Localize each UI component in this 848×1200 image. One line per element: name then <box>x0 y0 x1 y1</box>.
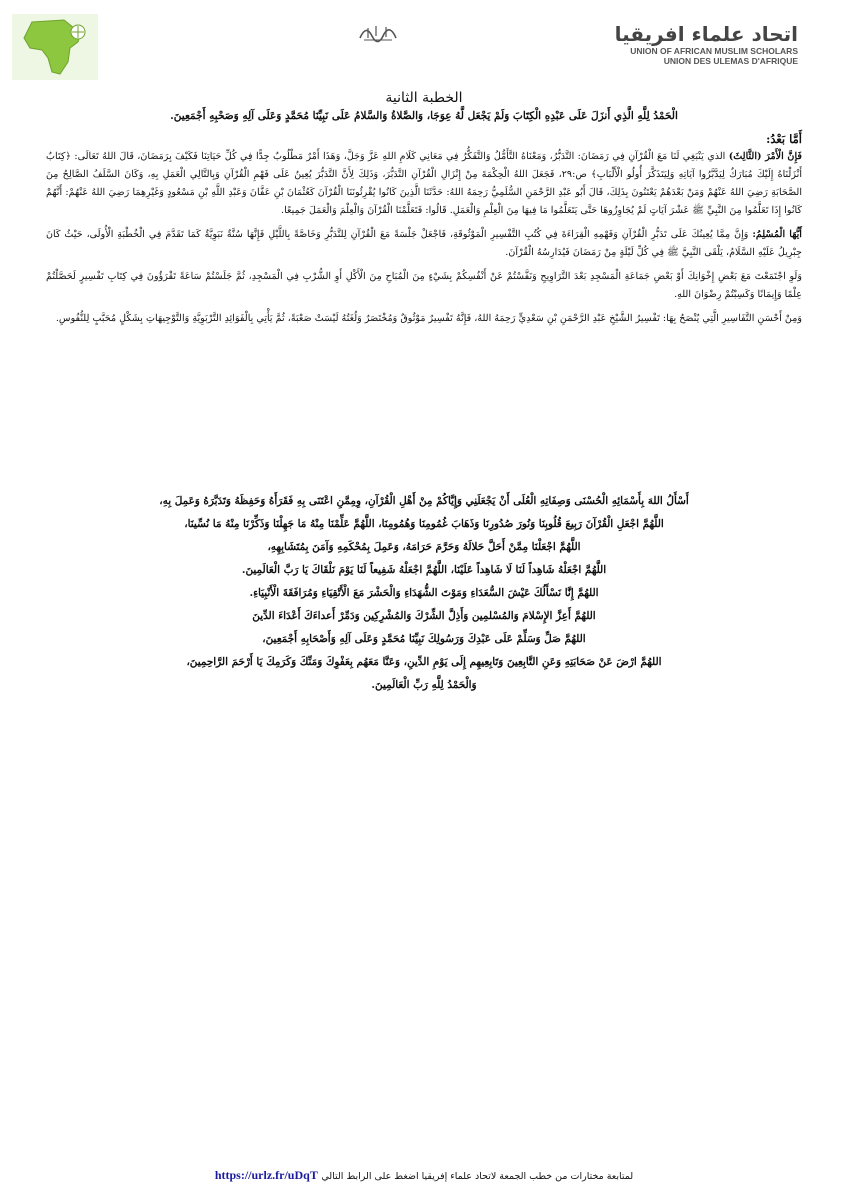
paragraph-text: وَلَوِ اجْتَمَعْتَ مَعَ بَعْضِ إِخْوَانِكَ أَوْ بَعْضِ جَمَاعَةِ الْمَسْجِدِ بَعْدَ التَّرَاوِيحِ وَنَفَّسْتُمْ عَنْ أَنْفُسِكُمْ بِشَيْءٍ مِنَ الْمُبَاحِ مِنَ الْأَكْلِ أَوِ الشُّرْبِ فِي الْمَسْجِدِ، ثُمَّ جَلَسْتُمْ سَاعَةً تَقْرَؤُونَ فِي كِتَابِ تَفْسِيرٍ لَحَصَّلْتُمْ عِلْمًا وَإِيمَانًا وَكَسِبْتُمْ رِضْوَانَ اللهِ. <box>46 271 802 300</box>
page-header <box>0 0 848 82</box>
org-name-arabic: اتحاد علماء افريقيا <box>614 22 798 46</box>
org-name-english: UNION OF AFRICAN MUSLIM SCHOLARS <box>630 46 798 56</box>
dua-line: اللَّهُمَّ اجْعَلِ الْقُرْآنَ رَبِيعَ قُلُوبِنَا وَنُورَ صُدُورِنَا وَذَهَابَ غُمُومِنَا وَهُمُومِنَا، اللَّهُمَّ عَلِّمْنَا مِنْهُ مَا جَهِلْنَا وَذَكِّرْنَا مِنْهُ مَا نُسِّينَا، <box>184 518 664 530</box>
org-name-french: UNION DES ULEMAS D'AFRIQUE <box>663 56 798 66</box>
dua-line: وَالْحَمْدُ لِلَّهِ رَبِّ الْعَالَمِينَ. <box>371 679 477 691</box>
dua-line: اللَّهُمَّ اجْعَلْنَا مِمَّنْ أَحَلَّ حَلالَهُ وَحَرَّمَ حَرَامَهُ، وَعَمِلَ بِمُحْكَمِهِ وَآمَنَ بِمُتَشَابِهِهِ، <box>267 541 581 553</box>
opening-praise: الْحَمْدُ لِلَّهِ الَّذِي أَنزَلَ عَلَى عَبْدِهِ الْكِتَابَ وَلَمْ يَجْعَل لَّهُ عِوَجَا، وَالصَّلاةُ وَالسَّلامُ عَلَى نَبِيِّنَا مُحَمَّدٍ وَعَلَى آلِهِ وَصَحْبِهِ أَجْمَعِينَ. <box>170 110 678 122</box>
footer-text: لمتابعة مختارات من خطب الجمعة لاتحاد علماء إفريقيا اضغط على الرابط التالي <box>321 1171 634 1182</box>
amma-bad-heading: أَمَّا بَعْدُ: <box>766 132 802 146</box>
paragraph <box>46 310 802 328</box>
dua-line: اللهُمَّ إِنَّا نَسْأَلُكَ عَيْشَ السُّعَدَاءِ وَمَوْتَ الشُّهَدَاءِ وَالْحَشْرَ مَعَ الْأَتْقِيَاءِ وَمُرَافَقَةَ الْأَنْبِيَاءِ. <box>249 587 599 599</box>
dua-line: اللَّهُمَّ اجْعَلْهُ شَاهِداً لَنَا لَا شَاهِداً عَلَيْنَا، اللَّهُمَّ اجْعَلْهُ شَفِيعاً لَنَا يَوْمَ نَلْقَاكَ يَا رَبَّ الْعَالَمِينَ. <box>241 564 607 576</box>
page-footer <box>0 1168 848 1183</box>
paragraph-text: وَمِنْ أَحْسَنِ التَّفَاسِيرِ الَّتِي يُنْصَحُ بِهَا: تَفْسِيرُ الشَّيْخِ عَبْدِ الرَّحْمَنِ بْنِ سَعْدِيٍّ رَحِمَهُ اللهُ، فَإِنَّهُ تَفْسِيرٌ مَوْثُوقٌ وَمُخْتَصَرٌ وَلُغَتُهُ لَيْسَتْ صَعْبَةً، ثُمَّ يَأْتِي بِالْفَوَائِدِ التَّرْبَوِيَّةِ وَالتَّوْجِيهَاتِ بِشَكْلٍ مُحَبَّبٍ لِلنُّفُوسِ. <box>55 313 802 324</box>
dua-line: اللهُمَّ أَعِزَّ الإِسْلامَ وَالمُسْلمِين وَأَذِلَّ الشِّرْكَ وَالمُشْرِكِين وَدَمِّرْ أَعداءَكَ أَعْدَاءَ الدِّينَ <box>252 610 596 622</box>
paragraph <box>46 226 802 262</box>
dua-line: اللهُمَّ ارْضَ عَنْ صَحَابَتِهِ وَعَنِ التَّابِعِينَ وَتَابِعِيهِم إِلَى يَوْمِ الدِّينِ، وَعَنَّا مَعَهُم بِعَفْوِكَ وَمَنِّكَ وَكَرَمِكَ يَا أَرْحَمَ الرَّاحِمِينَ، <box>186 656 662 668</box>
africa-map-icon <box>12 14 98 80</box>
sermon-body <box>46 90 802 334</box>
paragraph <box>46 268 802 304</box>
dua-line: اللهُمَّ صَلِّ وَسَلِّمْ عَلَى عَبْدِكَ وَرَسُولِكَ نَبِيِّنَا مُحَمَّدٍ وَعَلَى آلِهِ وَأَصْحَابِهِ أَجْمَعِينَ، <box>262 633 586 645</box>
paragraph-text: وَإِنَّ مِمَّا يُعِينُكَ عَلَى تَدَبُّرِ الْقُرْآنِ وَفَهْمِهِ الْقِرَاءَةَ فِي كُتُبِ التَّفْسِيرِ الْمَوْثُوقَةِ، فَاجْعَلْ جَلْسَةً مَعَ الْقُرْآنِ لِلتَّدَبُّرِ وَخَاصَّةً بِاللَّيْلِ فَإِنَّهَا سُنَّةٌ نَبَوِيَّةٌ كَمَا تَقَدَّمَ فِي الْخُطْبَةِ الْأُولَى، حَيْثُ كَانَ جِبْرِيلُ عَلَيْهِ السَّلَامُ، يَلْقَى النَّبِيَّ ﷺ فِي كُلِّ لَيْلَةٍ مِنْ رَمَضَانَ فَيُدَارِسُهُ الْقُرْآنَ. <box>46 229 802 258</box>
dua-line: أَسْأَلُ اللهَ بِأَسْمَائِهِ الْحُسْنَى وَصِفَاتِهِ الْعُلَى أَنْ يَجْعَلَنِي وَإِيَّاكُمْ مِنْ أَهْلِ الْقُرْآنِ، وِمِمَّنِ اعْتَنَى بِهِ فَقَرَأَهُ وَحَفِظَهُ وَتَدَبَّرَهُ وَعَمِلَ بِهِ، <box>159 495 689 507</box>
paragraph-lead: فَإِنَّ الْأَمْرَ (الثَّالِثَ) <box>728 151 802 162</box>
supplications <box>60 490 788 697</box>
footer-link[interactable]: https://urlz.fr/uDqT <box>214 1168 318 1182</box>
paragraph-lead: أَيُّهَا الْمُسْلِمُ: <box>752 229 802 240</box>
org-logo-text <box>615 22 798 66</box>
page-title: الخطبة الثانية <box>385 90 463 106</box>
paragraph-text: الذي يَنْبَغِي لَنَا مَعَ الْقُرْآنِ فِي رَمَضَانَ: التَّدَبُّرُ، وَمَعْنَاهُ التَّأَمُّلُ وَالتَّفَكُّرُ فِي مَعَانِي كَلَامِ اللهِ عَزَّ وَجَلَّ، وَهَذَا أَمْرٌ مَطْلُوبٌ جِدًّا فِي كُلِّ حَيَاتِنَا فَكَيْفَ بِرَمَضَانَ، قَالَ اللهُ تَعَالَى: ﴿كِتَابٌ أَنْزَلْنَاهُ إِلَيْكَ مُبَارَكٌ لِيَدَّبَّرُوا آيَاتِهِ وَلِيَتَذَكَّرَ أُولُو الْأَلْبَابِ﴾ ص:٢٩، فَجَعَلَ اللهُ الْحِكْمَةَ مِنْ إِنْزَالِ الْقُرْآنِ التَّدَبُّرَ، وَذَلِكَ لِأَنَّ التَّدَبُّرَ يُعِينُ عَلَى فَهْمِ الْقُرْآنِ وَبِالتَّالِي الْعَمَلِ بِهِ، وَكَانَ السَّلَفُ الصَّالِحُ مِنَ الصَّحَابَةِ رَضِيَ اللهُ عَنْهُمْ وَمَنْ بَعْدَهُمْ يَعْتَنُونَ بِذَلِكَ، قَالَ أَبُو عَبْدِ الرَّحْمَنِ السُّلَمِيُّ رَحِمَهُ اللهُ: حَدَّثَنَا الَّذِينَ كَانُوا يُقْرِئُونَنَا الْقُرْآنَ كَعُثْمَانَ بْنِ عَفَّانَ وَعَبْدِ اللَّهِ بْنِ مَسْعُودٍ وَغَيْرِهِمَا رَضِيَ اللهُ عَنْهُمْ: أَنَّهُمْ كَانُوا إِذَا تَعَلَّمُوا مِنَ النَّبِيِّ ﷺ عَشْرَ آيَاتٍ لَمْ يُجَاوِزُوهَا حَتَّى يَتَعَلَّمُوا مَا فِيهَا مِنَ الْعِلْمِ وَالْعَمَلِ. قَالُوا: فَتَعَلَّمْنَا الْقُرْآنَ وَالْعِلْمَ وَالْعَمَلَ جَمِيعًا. <box>46 151 802 216</box>
bismillah-calligraphy-icon <box>356 18 400 46</box>
paragraph <box>46 148 802 220</box>
